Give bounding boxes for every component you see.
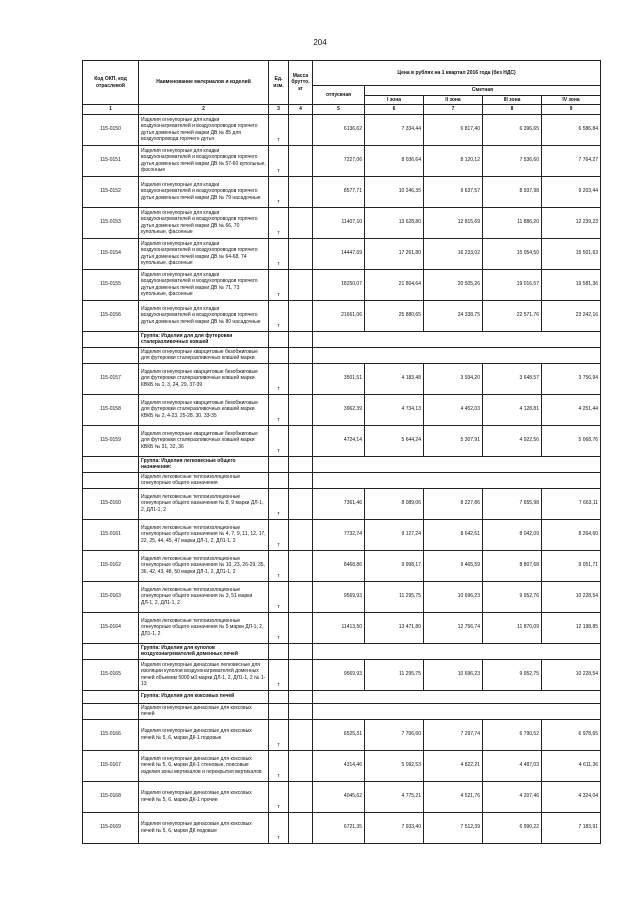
row-price-zone-3: 8 042,09: [483, 519, 542, 550]
row-code: [83, 643, 139, 659]
col-number: 9: [542, 105, 601, 115]
table-row: [83, 300, 601, 331]
table-row: [83, 363, 601, 394]
row-price-zone-2: 4 521,76: [424, 781, 483, 812]
row-price-zone-1: 11 295,75: [365, 581, 424, 612]
row-mass: [289, 269, 313, 300]
row-mass: [289, 425, 313, 456]
row-price-otpusk: 11407,10: [313, 207, 365, 238]
row-code: 115-0157: [83, 363, 139, 394]
row-price-zone-2: 16 233,02: [424, 238, 483, 269]
table-row: [83, 114, 601, 145]
row-code: 115-0168: [83, 781, 139, 812]
row-price-zone-4: 12 239,23: [542, 207, 601, 238]
row-price-otpusk: 6721,35: [313, 812, 365, 843]
row-code: [83, 703, 139, 719]
row-price-zone-3: 11 870,09: [483, 612, 542, 643]
row-price-zone-4: 9 051,71: [542, 550, 601, 581]
col-number: 7: [424, 105, 483, 115]
table-row: [83, 394, 601, 425]
row-price-zone-2: 10 696,23: [424, 581, 483, 612]
row-name: Изделия огнеупорные для кладки воздухонагревателей и воздухопроводов горячего дутья доменных печей марки ДВ № 57-60 купольные, фасонные: [139, 145, 269, 176]
header-zone-2: II зона: [424, 95, 483, 105]
subheader-row: [83, 472, 601, 488]
row-price-zone-4: 7 764,27: [542, 145, 601, 176]
row-price-zone-3: 8 807,68: [483, 550, 542, 581]
header-price-title: Цена в рублях на 1 квартал 2016 года (без НДС): [313, 61, 601, 86]
row-name: Изделия огнеупорные для кладки воздухонагревателей и воздухопроводов горячего дутья доменных печей марки ДВ № 85 для воздухопровода горячего дутья: [139, 114, 269, 145]
row-code: 115-0163: [83, 581, 139, 612]
group-row: [83, 331, 601, 347]
row-name: Изделия огнеупорные для кладки воздухонагревателей и воздухопроводов горячего дутья доменных печей марки ДВ № 80 насадочные: [139, 300, 269, 331]
row-price-zone-1: 11 295,75: [365, 659, 424, 690]
row-unit: т: [269, 114, 289, 145]
row-code: 115-0156: [83, 300, 139, 331]
row-mass: [289, 207, 313, 238]
row-price-zone-3: 4 922,56: [483, 425, 542, 456]
table-row: [83, 519, 601, 550]
table-row: [83, 581, 601, 612]
row-price-otpusk: 8468,86: [313, 550, 365, 581]
row-price-empty: [313, 472, 601, 488]
row-price-zone-1: 4 775,21: [365, 781, 424, 812]
row-code: [83, 472, 139, 488]
row-name: Изделия огнеупорные для кладки воздухонагревателей и воздухопроводов горячего дутья доменных печей марки ДВ № 79 насадочные: [139, 176, 269, 207]
row-name: Изделия огнеупорные динасовые для коксовых печей № 5, 6, марки ДК-1 стеновые, поясовые изделия зоны вертикалов и перекрытия вертикалов: [139, 750, 269, 781]
group-row: [83, 690, 601, 703]
row-price-zone-1: 9 127,24: [365, 519, 424, 550]
table-row: [83, 659, 601, 690]
row-price-zone-3: 9 952,75: [483, 659, 542, 690]
row-mass: [289, 703, 313, 719]
table-row: [83, 207, 601, 238]
row-name: Изделия огнеупорные для кладки воздухонагревателей и воздухопроводов горячего дутья доменных печей марки ДВ № 64-68, 74 купольные, фасонные: [139, 238, 269, 269]
row-price-empty: [313, 347, 601, 363]
row-price-otpusk: 4314,46: [313, 750, 365, 781]
header-unit: Ед. изм.: [269, 61, 289, 105]
row-unit: [269, 472, 289, 488]
row-price-zone-1: 21 804,64: [365, 269, 424, 300]
header-mass: Масса брутто, кг: [289, 61, 313, 105]
group-title: Группа: Изделия для для футеровки сталеразливочных ковшей: [139, 331, 269, 347]
row-mass: [289, 488, 313, 519]
row-unit: т: [269, 488, 289, 519]
row-price-zone-4: 4 324,04: [542, 781, 601, 812]
row-price-zone-3: 3 648,57: [483, 363, 542, 394]
price-table: [82, 60, 601, 844]
row-unit: т: [269, 425, 289, 456]
row-unit: т: [269, 300, 289, 331]
row-price-otpusk: 11413,50: [313, 612, 365, 643]
row-price-zone-3: 7 536,60: [483, 145, 542, 176]
row-price-zone-4: 6 978,65: [542, 719, 601, 750]
col-number: 8: [483, 105, 542, 115]
row-code: 115-0153: [83, 207, 139, 238]
row-unit: [269, 703, 289, 719]
row-price-zone-2: 7 297,74: [424, 719, 483, 750]
table-row: [83, 550, 601, 581]
subheader-text: Изделия огнеупорные динасовые для коксовых печей: [139, 703, 269, 719]
row-mass: [289, 581, 313, 612]
row-price-zone-2: 3 934,20: [424, 363, 483, 394]
table-row: [83, 781, 601, 812]
row-code: 115-0160: [83, 488, 139, 519]
row-price-zone-3: 6 990,22: [483, 812, 542, 843]
row-name: Изделия огнеупорные динасовые для коксовых печей № 5, 6, марки ДК-1 прочие: [139, 781, 269, 812]
row-mass: [289, 472, 313, 488]
col-number: 2: [139, 105, 269, 115]
row-mass: [289, 145, 313, 176]
row-price-otpusk: 4724,14: [313, 425, 365, 456]
row-price-zone-3: 22 571,76: [483, 300, 542, 331]
row-price-otpusk: 14447,69: [313, 238, 365, 269]
row-price-zone-1: 8 089,06: [365, 488, 424, 519]
row-price-zone-2: 4 822,21: [424, 750, 483, 781]
row-code: [83, 347, 139, 363]
subheader-text: Изделия огнеупорные кварцитовые безобжиговые для футеровки сталеразливочных ковшей марки: [139, 347, 269, 363]
row-unit: [269, 643, 289, 659]
row-price-empty: [313, 643, 601, 659]
row-code: [83, 690, 139, 703]
row-mass: [289, 347, 313, 363]
row-price-otpusk: 3962,39: [313, 394, 365, 425]
row-unit: т: [269, 659, 289, 690]
row-price-zone-3: 4 128,81: [483, 394, 542, 425]
row-mass: [289, 719, 313, 750]
row-price-zone-3: 11 886,20: [483, 207, 542, 238]
row-price-zone-1: 5 092,53: [365, 750, 424, 781]
row-price-zone-4: 10 228,54: [542, 581, 601, 612]
group-title: Группа: Изделия для куполов воздухонагревателей доменных печей: [139, 643, 269, 659]
row-mass: [289, 363, 313, 394]
row-price-otpusk: 18250,07: [313, 269, 365, 300]
row-price-zone-1: 17 261,80: [365, 238, 424, 269]
row-price-zone-3: 15 054,50: [483, 238, 542, 269]
row-unit: т: [269, 363, 289, 394]
row-price-otpusk: 7732,74: [313, 519, 365, 550]
row-price-zone-2: 10 696,23: [424, 659, 483, 690]
row-mass: [289, 643, 313, 659]
row-price-zone-1: 7 933,40: [365, 812, 424, 843]
row-price-zone-4: 15 501,63: [542, 238, 601, 269]
subheader-row: [83, 347, 601, 363]
row-price-zone-1: 10 246,35: [365, 176, 424, 207]
row-code: 115-0150: [83, 114, 139, 145]
table-row: [83, 488, 601, 519]
row-unit: т: [269, 238, 289, 269]
row-price-zone-2: 24 338,75: [424, 300, 483, 331]
row-price-zone-4: 5 068,76: [542, 425, 601, 456]
row-name: Изделия легковесные теплоизоляционные огнеупорные общего назначения № 3, 51 марки ДЛ-1, 2, ДЛ1-1, 2: [139, 581, 269, 612]
table-body: [83, 114, 601, 843]
row-unit: [269, 331, 289, 347]
row-code: 115-0164: [83, 612, 139, 643]
row-price-zone-2: 5 307,91: [424, 425, 483, 456]
row-code: 115-0158: [83, 394, 139, 425]
row-price-zone-4: 7 183,91: [542, 812, 601, 843]
page-number: 204: [313, 38, 327, 47]
row-price-zone-1: 5 644,24: [365, 425, 424, 456]
row-price-zone-3: 4 207,46: [483, 781, 542, 812]
row-price-otpusk: 4045,62: [313, 781, 365, 812]
row-unit: т: [269, 145, 289, 176]
subheader-row: [83, 703, 601, 719]
row-mass: [289, 394, 313, 425]
row-name: Изделия огнеупорные кварцитовые безобжиговые для футеровки сталеразливочных ковшей марки КВКБ № 1, 3, 24, 29, 37-39: [139, 363, 269, 394]
row-mass: [289, 300, 313, 331]
row-price-empty: [313, 456, 601, 472]
row-price-zone-4: 23 242,16: [542, 300, 601, 331]
row-price-zone-2: 8 642,61: [424, 519, 483, 550]
row-price-otpusk: 3501,51: [313, 363, 365, 394]
row-price-zone-4: 10 228,54: [542, 659, 601, 690]
row-price-zone-1: 4 734,13: [365, 394, 424, 425]
row-mass: [289, 612, 313, 643]
row-code: 115-0159: [83, 425, 139, 456]
row-price-zone-2: 8 120,12: [424, 145, 483, 176]
row-unit: [269, 456, 289, 472]
row-name: Изделия легковесные теплоизоляционные огнеупорные общего назначения № 4, 7, 9, 11, 12, 17, 22, 25, 44, 45, 47 марки ДЛ-1, 2, ДЛ1-1, 2: [139, 519, 269, 550]
row-code: 115-0161: [83, 519, 139, 550]
col-number: 5: [313, 105, 365, 115]
col-number: 3: [269, 105, 289, 115]
row-price-zone-2: 8 227,86: [424, 488, 483, 519]
row-price-zone-1: 9 998,17: [365, 550, 424, 581]
row-price-zone-4: 8 264,60: [542, 519, 601, 550]
row-price-zone-3: 4 487,03: [483, 750, 542, 781]
row-price-otpusk: 8577,71: [313, 176, 365, 207]
table-row: [83, 750, 601, 781]
row-price-otpusk: 6136,62: [313, 114, 365, 145]
col-number: 4: [289, 105, 313, 115]
row-name: Изделия огнеупорные динасовые для коксовых печей № 5, 6, марки ДК подовые: [139, 812, 269, 843]
row-unit: т: [269, 550, 289, 581]
row-code: 115-0151: [83, 145, 139, 176]
row-price-zone-3: 9 952,76: [483, 581, 542, 612]
row-price-empty: [313, 331, 601, 347]
row-price-zone-3: 8 937,98: [483, 176, 542, 207]
row-price-zone-2: 6 817,40: [424, 114, 483, 145]
row-price-otpusk: 7227,06: [313, 145, 365, 176]
table-row: [83, 269, 601, 300]
row-code: 115-0165: [83, 659, 139, 690]
row-unit: [269, 690, 289, 703]
subheader-text: Изделия легковесные теплоизоляционные огнеупорные общего назначения: [139, 472, 269, 488]
row-price-empty: [313, 703, 601, 719]
row-unit: т: [269, 176, 289, 207]
row-price-zone-4: 12 198,85: [542, 612, 601, 643]
group-title: Группа: Изделия для коксовых печей: [139, 690, 269, 703]
row-mass: [289, 456, 313, 472]
row-code: 115-0152: [83, 176, 139, 207]
table-row: [83, 612, 601, 643]
row-price-zone-1: 13 628,80: [365, 207, 424, 238]
row-unit: т: [269, 781, 289, 812]
row-code: 115-0155: [83, 269, 139, 300]
row-mass: [289, 331, 313, 347]
row-name: Изделия огнеупорные кварцитовые безобжиговые для футеровки сталеразливочных ковшей марки КВКБ № 2, 4-23, 25-28, 30, 33-35: [139, 394, 269, 425]
row-mass: [289, 550, 313, 581]
row-price-zone-4: 4 251,44: [542, 394, 601, 425]
row-price-zone-2: 12 815,69: [424, 207, 483, 238]
row-unit: [269, 347, 289, 363]
row-price-zone-1: 8 036,64: [365, 145, 424, 176]
row-mass: [289, 114, 313, 145]
row-name: Изделия огнеупорные динасовые для коксовых печей № 5, 6, марки ДК-1 подовые: [139, 719, 269, 750]
row-unit: т: [269, 812, 289, 843]
row-code: 115-0169: [83, 812, 139, 843]
row-price-zone-3: 6 790,52: [483, 719, 542, 750]
row-unit: т: [269, 519, 289, 550]
row-price-otpusk: 7361,46: [313, 488, 365, 519]
row-name: Изделия легковесные теплоизоляционные огнеупорные общего назначения № 5 марки ДЛ-1, 2, ДЛ1-1, 2: [139, 612, 269, 643]
table-row: [83, 176, 601, 207]
row-price-otpusk: 9569,93: [313, 581, 365, 612]
group-row: [83, 643, 601, 659]
row-name: Изделия легковесные теплоизоляционные огнеупорные общего назначения № 10, 23, 26-29, 35, 36, 42, 43, 48, 50 марки ДЛ-1, 2, ДЛ1-1, 2: [139, 550, 269, 581]
table-row: [83, 719, 601, 750]
row-price-zone-1: 7 706,60: [365, 719, 424, 750]
row-mass: [289, 812, 313, 843]
group-title: Группа: Изделия легковесные общего назначения:: [139, 456, 269, 472]
row-unit: т: [269, 269, 289, 300]
row-price-zone-4: 19 581,36: [542, 269, 601, 300]
row-price-zone-4: 6 586,84: [542, 114, 601, 145]
table-row: [83, 425, 601, 456]
row-price-zone-2: 12 756,74: [424, 612, 483, 643]
row-price-zone-2: 9 465,59: [424, 550, 483, 581]
table-row: [83, 812, 601, 843]
row-price-zone-4: 7 663,11: [542, 488, 601, 519]
row-mass: [289, 176, 313, 207]
row-name: Изделия огнеупорные для кладки воздухонагревателей и воздухопроводов горячего дутья доменных печей марки ДВ № 71, 73 купольные, фасонные: [139, 269, 269, 300]
row-price-zone-2: 7 512,39: [424, 812, 483, 843]
row-price-zone-2: 4 452,03: [424, 394, 483, 425]
row-mass: [289, 659, 313, 690]
row-price-empty: [313, 690, 601, 703]
header-zone-4: IV зона: [542, 95, 601, 105]
row-mass: [289, 238, 313, 269]
row-price-zone-2: 9 637,57: [424, 176, 483, 207]
row-price-zone-3: 7 655,98: [483, 488, 542, 519]
row-price-otpusk: 6525,31: [313, 719, 365, 750]
row-price-zone-1: 4 183,48: [365, 363, 424, 394]
row-price-zone-4: 4 611,36: [542, 750, 601, 781]
row-price-otpusk: 21661,06: [313, 300, 365, 331]
row-unit: т: [269, 207, 289, 238]
header-smetnaya: Сметная: [365, 86, 601, 96]
row-name: Изделия огнеупорные динасовые легковесные для изоляции куполов воздухонагревателей доменных печей объемом 5000 м3 марки ДЛ-1, 2, ДЛ1-1, 2 № 1-13: [139, 659, 269, 690]
row-name: Изделия легковесные теплоизоляционные огнеупорные общего назначения № 8, 9 марки ДЛ-1, 2, ДЛ1-1, 2: [139, 488, 269, 519]
row-code: [83, 331, 139, 347]
row-code: 115-0167: [83, 750, 139, 781]
row-unit: т: [269, 719, 289, 750]
row-code: 115-0162: [83, 550, 139, 581]
header-code: Код ОКП, код отраслевой: [83, 61, 139, 105]
row-price-zone-1: 7 334,44: [365, 114, 424, 145]
row-unit: т: [269, 394, 289, 425]
row-mass: [289, 519, 313, 550]
row-name: Изделия огнеупорные для кладки воздухонагревателей и воздухопроводов горячего дутья доменных печей марки ДВ № 66, 70 купольные, фасонные: [139, 207, 269, 238]
row-price-otpusk: 9569,93: [313, 659, 365, 690]
row-price-zone-4: 3 756,94: [542, 363, 601, 394]
row-price-zone-3: 19 016,57: [483, 269, 542, 300]
row-unit: т: [269, 581, 289, 612]
row-price-zone-1: 25 880,65: [365, 300, 424, 331]
row-name: Изделия огнеупорные кварцитовые безобжиговые для футеровки сталеразливочных ковшей марки КВКБ № 31, 32, 36: [139, 425, 269, 456]
row-mass: [289, 690, 313, 703]
group-row: [83, 456, 601, 472]
row-price-zone-3: 6 396,65: [483, 114, 542, 145]
table-row: [83, 238, 601, 269]
table-row: [83, 145, 601, 176]
row-price-zone-2: 20 505,26: [424, 269, 483, 300]
row-unit: т: [269, 750, 289, 781]
header-name: Наименование материалов и изделий: [139, 61, 269, 105]
row-unit: т: [269, 612, 289, 643]
row-price-zone-4: 9 203,44: [542, 176, 601, 207]
row-mass: [289, 750, 313, 781]
row-code: [83, 456, 139, 472]
col-number: 1: [83, 105, 139, 115]
row-code: 115-0166: [83, 719, 139, 750]
header-otpusk: отпускная: [313, 86, 365, 105]
col-number: 6: [365, 105, 424, 115]
header-zone-3: III зона: [483, 95, 542, 105]
header-zone-1: I зона: [365, 95, 424, 105]
row-price-zone-1: 13 471,80: [365, 612, 424, 643]
row-code: 115-0154: [83, 238, 139, 269]
row-mass: [289, 781, 313, 812]
